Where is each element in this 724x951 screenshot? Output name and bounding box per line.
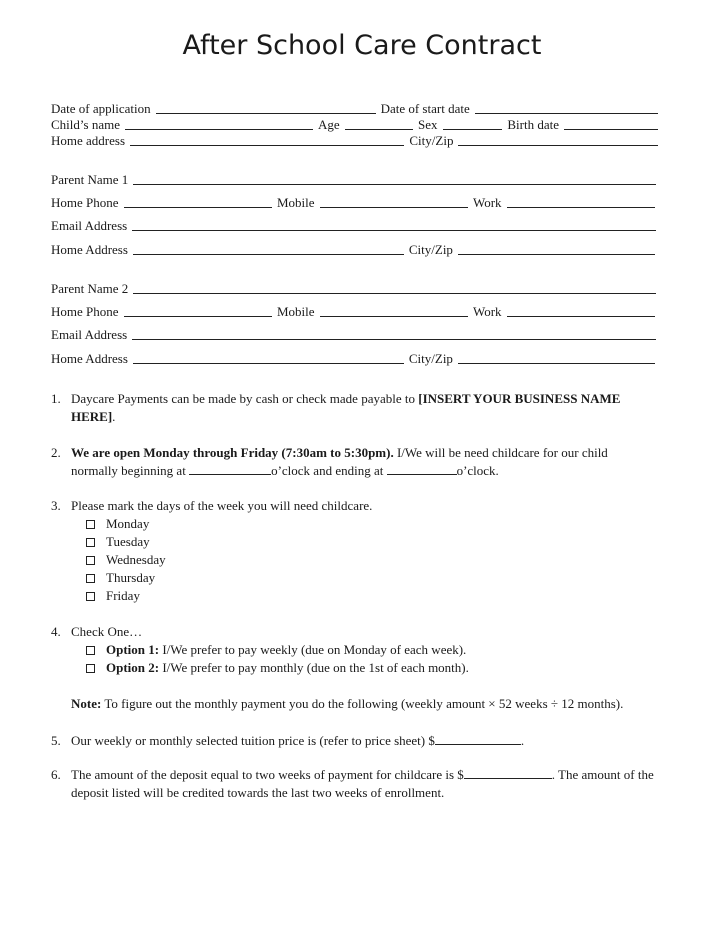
parent1-name-field[interactable] (133, 183, 656, 185)
parent2-mobile-label: Mobile (276, 304, 315, 319)
item-6-number: 6. (51, 767, 61, 782)
option-1-text: I/We prefer to pay weekly (due on Monday of each week). (159, 642, 467, 657)
sex-field[interactable] (443, 128, 503, 130)
item-1-business-name: [INSERT YOUR BUSINESS NAME HERE] (71, 391, 621, 424)
item-6-text: The amount of the deposit equal to two weeks of payment for childcare is $ (71, 767, 464, 782)
parent1-address-row (51, 240, 655, 258)
parent2-name-field[interactable] (133, 292, 656, 294)
parent2-email-field[interactable] (132, 338, 656, 340)
day-friday[interactable] (86, 587, 140, 605)
day-tuesday[interactable] (86, 533, 150, 551)
item-2-text-a: I/We will be need childcare for our child normally beginning at (71, 445, 608, 478)
parent1-home-address-label: Home Address (51, 242, 128, 257)
parent1-home-address-field[interactable] (133, 253, 404, 255)
city-zip-field[interactable] (458, 144, 658, 146)
parent1-work-label: Work (473, 195, 502, 210)
parent2-phone-row (51, 302, 655, 320)
parent2-city-zip-field[interactable] (458, 362, 655, 364)
item-5 (51, 732, 657, 750)
item-2-text-b: o’clock and ending at (271, 463, 387, 478)
item-2-number: 2. (51, 445, 61, 460)
parent1-home-phone-field[interactable] (124, 206, 272, 208)
item-4-number: 4. (51, 624, 61, 639)
end-time-field[interactable] (387, 462, 457, 475)
checkbox-icon[interactable] (86, 646, 95, 655)
parent2-name-label: Parent Name 2 (51, 281, 129, 296)
item-1-end: . (112, 409, 116, 424)
item-1-text: Daycare Payments can be made by cash or check made payable to (71, 391, 419, 406)
age-label: Age (317, 117, 340, 132)
parent1-name-label: Parent Name 1 (51, 172, 129, 187)
date-start-field[interactable] (475, 112, 658, 114)
item-4-text: Check One… (71, 624, 143, 639)
date-application-field[interactable] (156, 112, 376, 114)
parent2-home-phone-label: Home Phone (51, 304, 119, 319)
item-2-hours: We are open Monday through Friday (7:30am to 5:30pm). (71, 445, 394, 460)
parent2-email-row (51, 325, 656, 343)
start-time-field[interactable] (189, 462, 271, 475)
parent2-work-label: Work (473, 304, 502, 319)
city-zip-label: City/Zip (409, 133, 454, 148)
parent1-city-zip-field[interactable] (458, 253, 655, 255)
parent1-mobile-field[interactable] (320, 206, 468, 208)
birth-date-label: Birth date (507, 117, 559, 132)
parent2-home-address-label: Home Address (51, 351, 128, 366)
parent2-work-field[interactable] (507, 315, 655, 317)
item-3-number: 3. (51, 498, 61, 513)
day-label: Tuesday (106, 534, 150, 549)
checkbox-icon[interactable] (86, 556, 95, 565)
note-label: Note: (71, 696, 102, 711)
child-address-row (51, 131, 658, 149)
home-address-field[interactable] (130, 144, 404, 146)
day-label: Friday (106, 588, 140, 603)
parent2-home-phone-field[interactable] (124, 315, 272, 317)
item-3 (51, 497, 657, 515)
date-start-label: Date of start date (380, 101, 470, 116)
day-monday[interactable] (86, 515, 149, 533)
parent2-city-zip-label: City/Zip (408, 351, 453, 366)
day-label: Thursday (106, 570, 156, 585)
option-1-label: Option 1: (106, 642, 160, 657)
item-2-text-c: o’clock. (456, 463, 499, 478)
checkbox-icon[interactable] (86, 592, 95, 601)
birth-date-field[interactable] (564, 128, 658, 130)
parent1-work-field[interactable] (507, 206, 655, 208)
item-6 (51, 766, 657, 802)
parent2-address-row (51, 349, 655, 367)
checkbox-icon[interactable] (86, 574, 95, 583)
parent1-email-row (51, 216, 656, 234)
item-6-end: . The amount of the deposit listed will be credited towards the last two weeks of enrollment. (71, 767, 654, 800)
option-2-text: I/We prefer to pay monthly (due on the 1st of each month). (159, 660, 469, 675)
parent1-email-field[interactable] (132, 229, 656, 231)
day-label: Wednesday (106, 552, 166, 567)
child-name-label: Child’s name (51, 117, 120, 132)
home-address-label: Home address (51, 133, 126, 148)
day-label: Monday (106, 516, 150, 531)
item-1 (51, 390, 657, 426)
note-text: To figure out the monthly payment you do the following (weekly amount × 52 weeks ÷ 12 months). (101, 696, 624, 711)
day-thursday[interactable] (86, 569, 155, 587)
parent2-home-address-field[interactable] (133, 362, 404, 364)
parent1-city-zip-label: City/Zip (408, 242, 453, 257)
parent2-email-label: Email Address (51, 327, 128, 342)
parent1-mobile-label: Mobile (276, 195, 315, 210)
option-2-label: Option 2: (106, 660, 160, 675)
checkbox-icon[interactable] (86, 664, 95, 673)
tuition-price-field[interactable] (435, 732, 521, 745)
parent1-phone-row (51, 193, 655, 211)
page-title: After School Care Contract (182, 30, 542, 61)
parent1-email-label: Email Address (51, 218, 128, 233)
deposit-amount-field[interactable] (464, 766, 552, 779)
parent1-name-row (51, 170, 656, 188)
sex-label: Sex (418, 117, 438, 132)
item-5-text: Our weekly or monthly selected tuition price is (refer to price sheet) $ (71, 733, 435, 748)
payment-note (71, 695, 671, 713)
option-1[interactable] (86, 641, 466, 659)
parent2-name-row (51, 279, 656, 297)
option-2[interactable] (86, 659, 469, 677)
age-field[interactable] (345, 128, 413, 130)
item-5-end: . (520, 733, 525, 748)
parent2-mobile-field[interactable] (320, 315, 468, 317)
item-2 (51, 444, 657, 480)
item-3-text: Please mark the days of the week you will need childcare. (71, 498, 373, 513)
item-4 (51, 623, 657, 641)
day-wednesday[interactable] (86, 551, 166, 569)
item-1-number: 1. (51, 391, 61, 406)
parent1-home-phone-label: Home Phone (51, 195, 119, 210)
date-application-label: Date of application (51, 101, 151, 116)
item-5-number: 5. (51, 733, 61, 748)
checkbox-icon[interactable] (86, 538, 95, 547)
child-name-field[interactable] (125, 128, 313, 130)
checkbox-icon[interactable] (86, 520, 95, 529)
